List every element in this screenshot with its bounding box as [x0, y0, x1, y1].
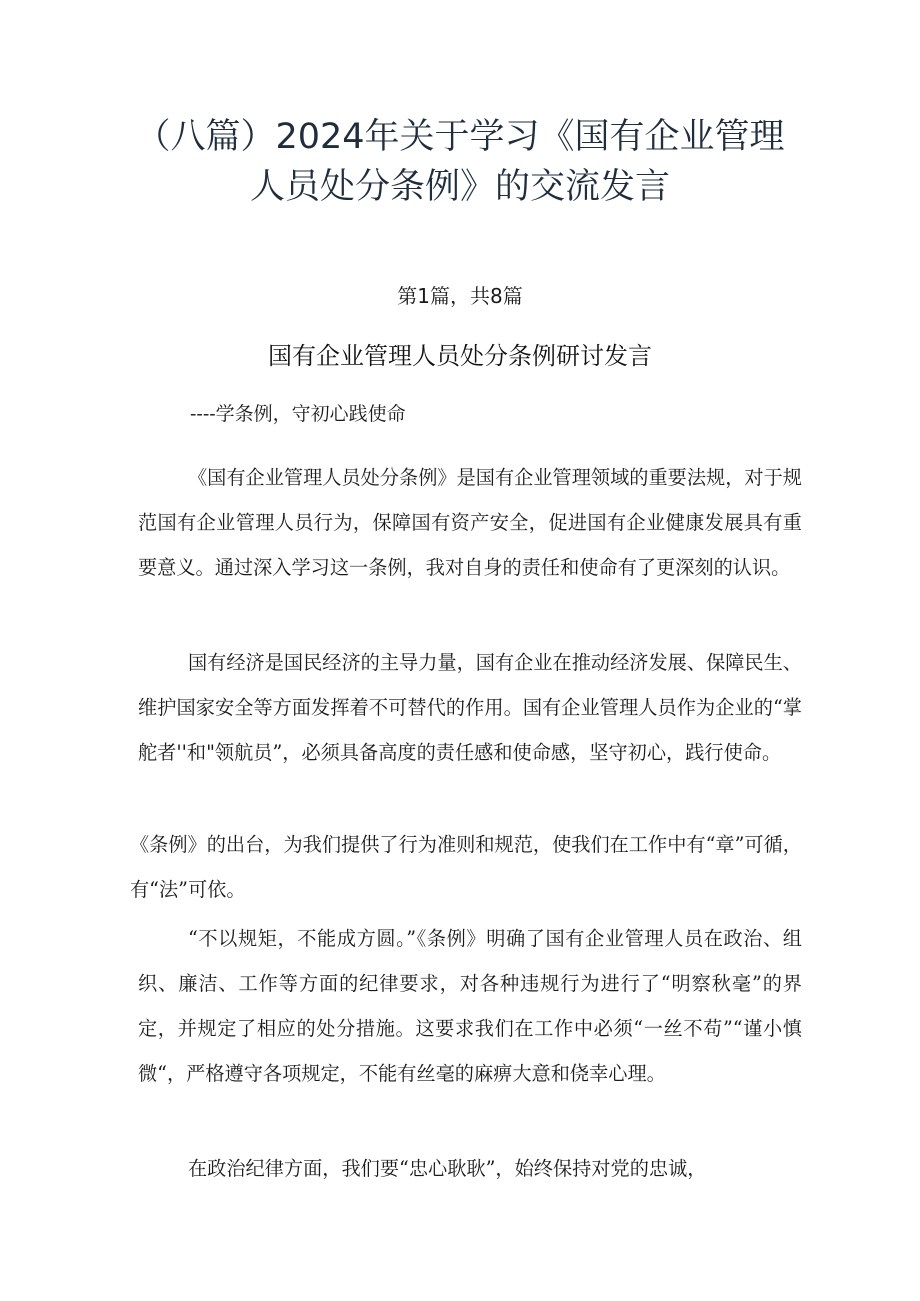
paragraph-1: 《国有企业管理人员处分条例》是国有企业管理领域的重要法规，对于规范国有企业管理人员行为，保障国有资产安全，促进国有企业健康发展具有重要意义。通过深入学习这一条例，我对自身的责任和使命有了更深刻的认识。 — [138, 466, 802, 579]
paragraph-2: 国有经济是国民经济的主导力量，国有企业在推动经济发展、保障民生、维护国家安全等方面发挥着不可替代的作用。国有企业管理人员作为企业的“掌舵者''和"领航员”，必须具备高度的责任感和使命感，坚守初心，践行使命。 — [138, 651, 802, 764]
document-title-line-2: 人员处分条例》的交流发言 — [249, 167, 670, 207]
paragraph-4: “不以规矩，不能成方圆。”《条例》明确了国有企业管理人员在政治、组织、廉洁、工作等方面的纪律要求，对各种违规行为进行了“明察秋毫”的界定，并规定了相应的处分措施。这要求我们在工作中必须“一丝不苟”“谨小慎微“，严格遵守各项规定，不能有丝毫的麻痹大意和侥幸心理。 — [138, 927, 802, 1085]
document-title-line-1: （八篇）2024年关于学习《国有企业管理 — [135, 117, 785, 157]
section-subtitle: ----学条例，守初心践使命 — [190, 403, 406, 425]
paragraph-3: 《条例》的出台，为我们提供了行为准则和规范，使我们在工作中有“章”可循，有“法”可依。 — [130, 833, 802, 901]
paragraph-5: 在政治纪律方面，我们要“忠心耿耿”，始终保持对党的忠诚， — [188, 1157, 707, 1180]
section-title: 国有企业管理人员处分条例研讨发言 — [268, 342, 652, 370]
part-indicator: 第1篇，共8篇 — [397, 284, 523, 308]
